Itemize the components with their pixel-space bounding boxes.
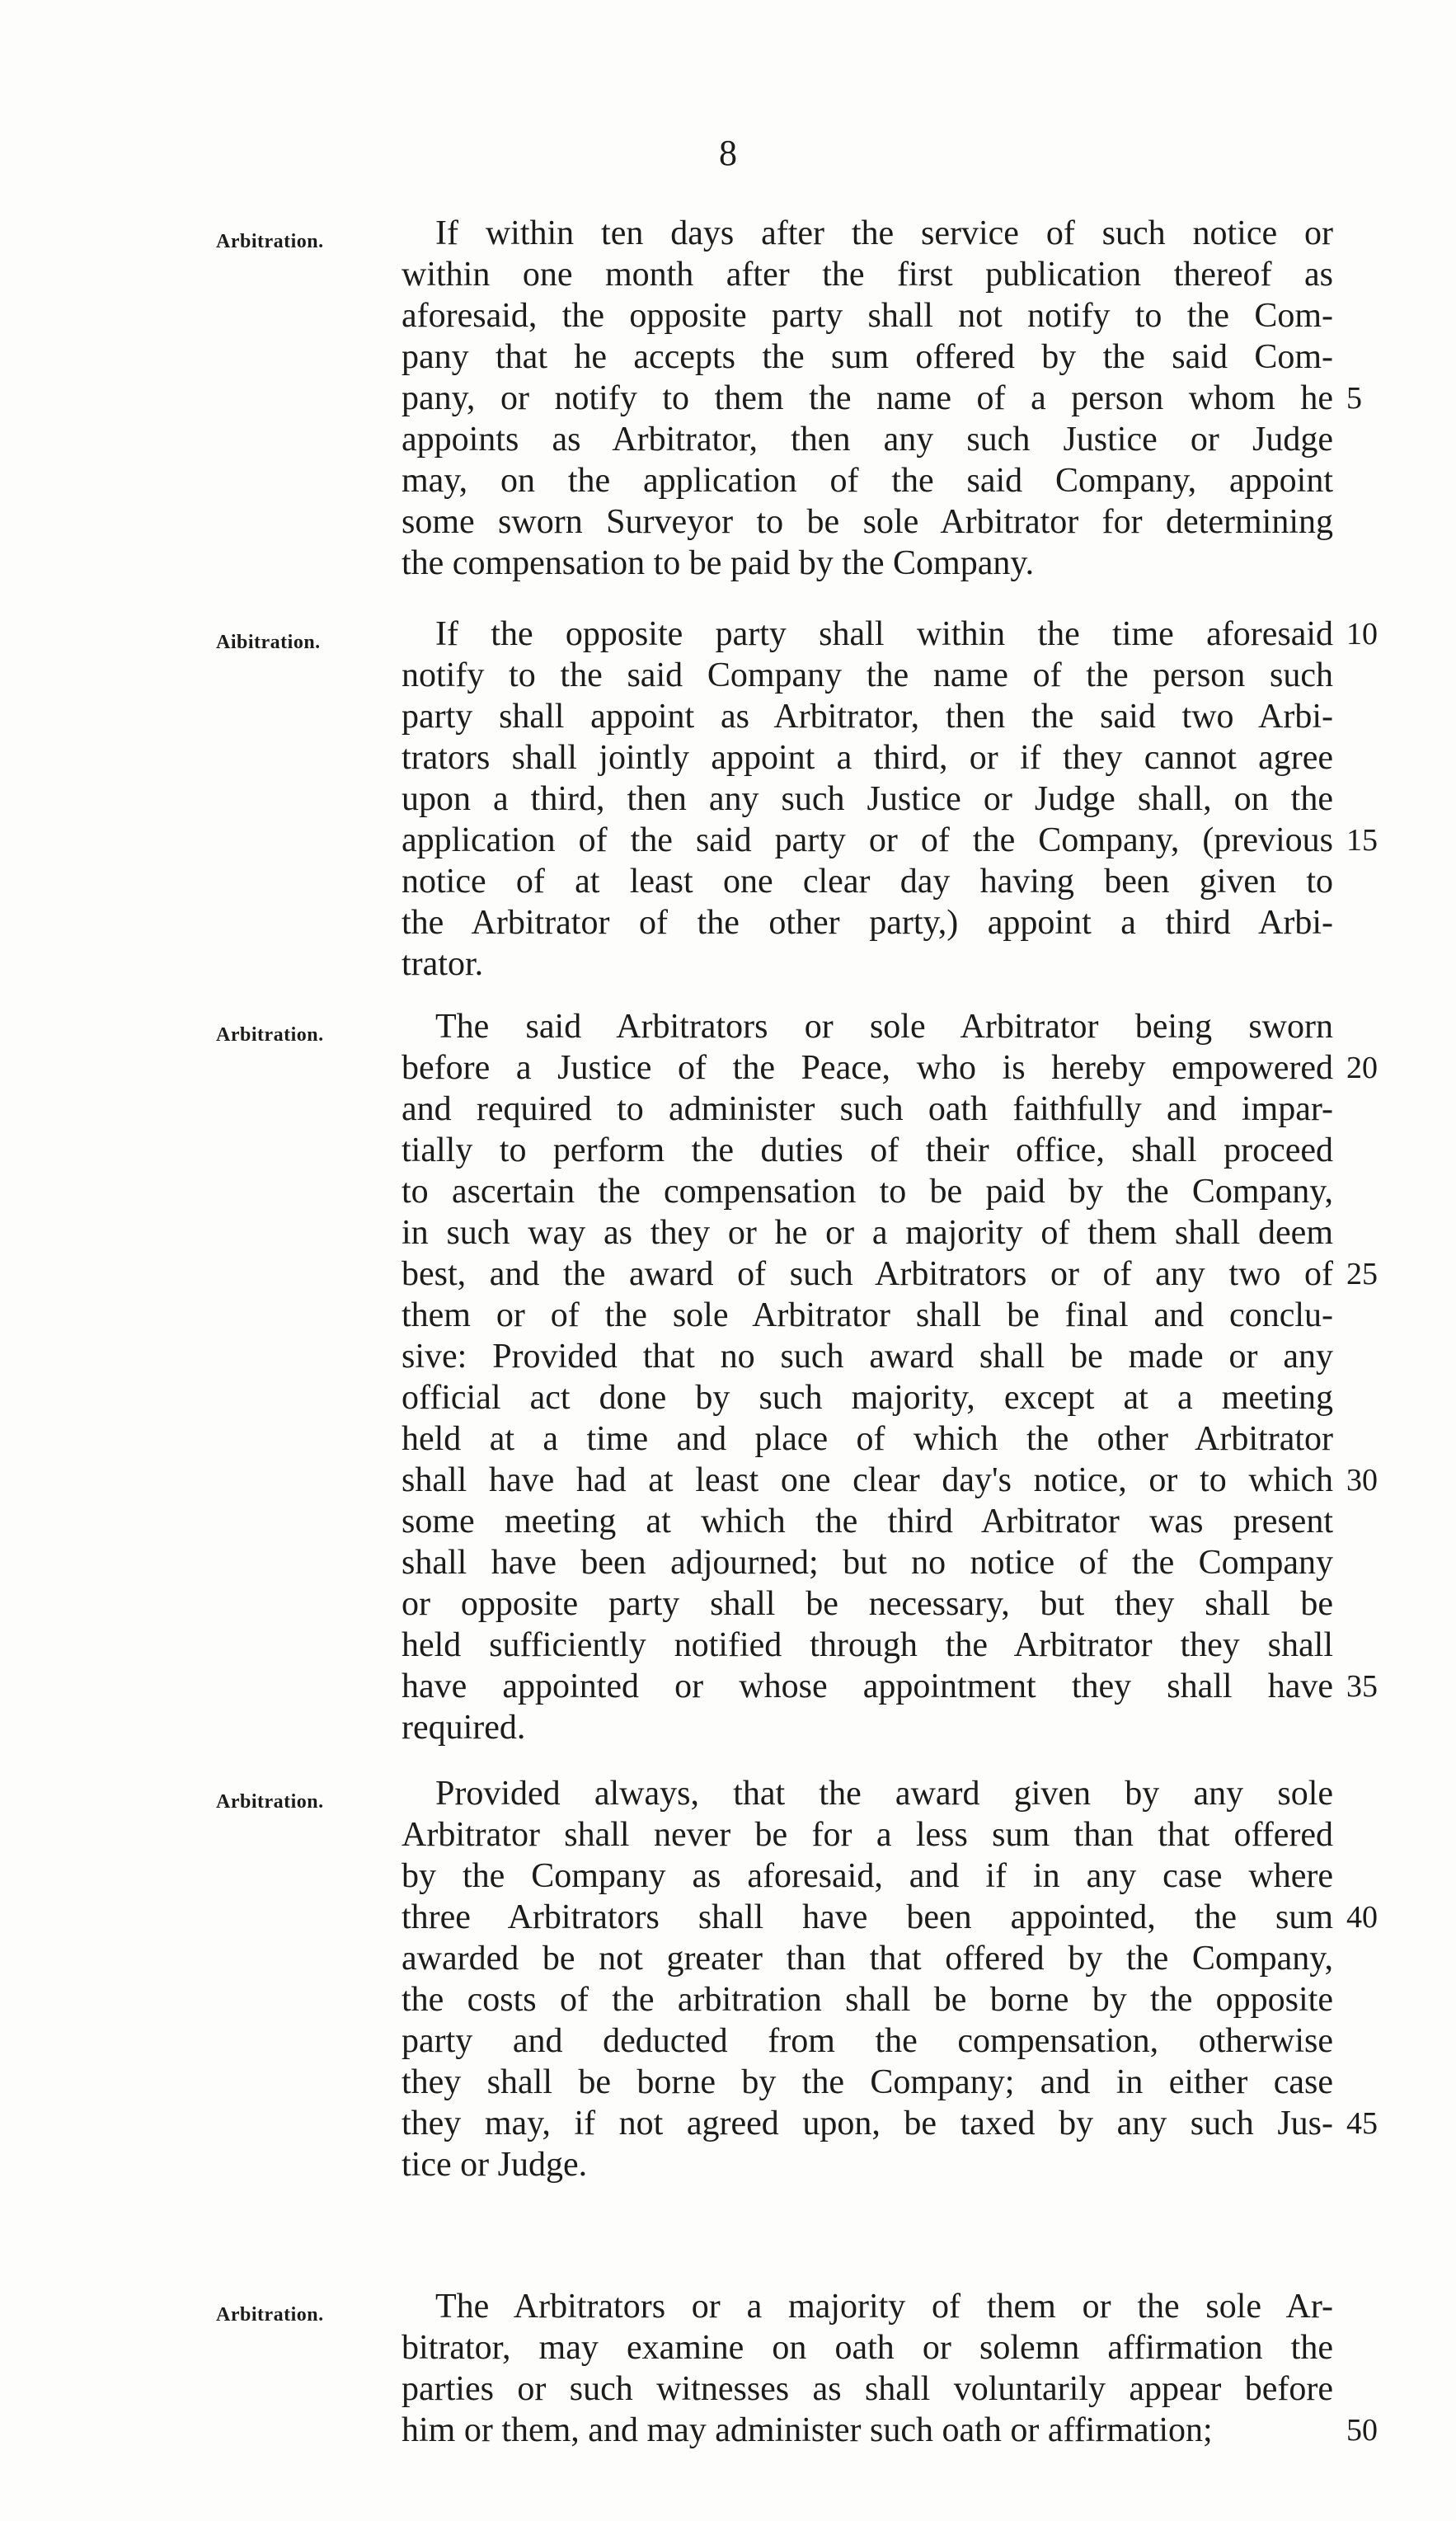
side-note: Arbitration.: [216, 1024, 324, 1046]
line-number: 25: [1346, 1257, 1378, 1291]
text-line: to ascertain the compensation to be paid by the Company,: [402, 1173, 1333, 1211]
text-line: pany, or notify to them the name of a person whom he: [402, 379, 1333, 417]
paragraph: [0, 1773, 1456, 2185]
text-line: in such way as they or he or a majority of them shall deem: [402, 1214, 1333, 1252]
text-line: If the opposite party shall within the time aforesaid: [435, 615, 1333, 653]
text-line: aforesaid, the opposite party shall not notify to the Com-: [402, 297, 1333, 335]
paragraph: [0, 1006, 1456, 1748]
text-line: they shall be borne by the Company; and in either case: [402, 2063, 1333, 2101]
line-number: 50: [1346, 2413, 1378, 2448]
text-line: the costs of the arbitration shall be borne by the opposite: [402, 1981, 1333, 2019]
text-line: them or of the sole Arbitrator shall be final and conclu-: [402, 1296, 1333, 1334]
text-line: held sufficiently notified through the Arbitrator they shall: [402, 1626, 1333, 1664]
text-line: parties or such witnesses as shall voluntarily appear before: [402, 2370, 1333, 2408]
text-line: tially to perform the duties of their office, shall proceed: [402, 1131, 1333, 1169]
text-line: some meeting at which the third Arbitrator was present: [402, 1503, 1333, 1540]
line-number: 35: [1346, 1669, 1378, 1704]
text-line: held at a time and place of which the other Arbitrator: [402, 1420, 1333, 1458]
paragraph: [0, 213, 1456, 584]
text-line: sive: Provided that no such award shall be made or any: [402, 1338, 1333, 1376]
text-line: application of the said party or of the Company, (previous: [402, 821, 1333, 859]
line-number: 30: [1346, 1463, 1378, 1498]
text-line: three Arbitrators shall have been appointed, the sum: [402, 1898, 1333, 1936]
text-line: trator.: [402, 945, 484, 983]
text-line: Arbitrator shall never be for a less sum than that offered: [402, 1816, 1333, 1854]
text-line: Provided always, that the award given by any sole: [435, 1775, 1333, 1813]
side-note: Arbitration.: [216, 1791, 324, 1813]
text-line: they may, if not agreed upon, be taxed by any such Jus-: [402, 2105, 1333, 2142]
text-line: the compensation to be paid by the Company.: [402, 544, 1035, 582]
text-line: The Arbitrators or a majority of them or the sole Ar-: [435, 2288, 1333, 2326]
text-line: within one month after the first publication thereof as: [402, 256, 1333, 294]
text-line: tice or Judge.: [402, 2146, 588, 2184]
text-line: If within ten days after the service of such notice or: [435, 214, 1333, 252]
text-line: upon a third, then any such Justice or Judge shall, on the: [402, 780, 1333, 818]
text-line: best, and the award of such Arbitrators or of any two of: [402, 1255, 1333, 1293]
text-line: some sworn Surveyor to be sole Arbitrator for determining: [402, 503, 1333, 541]
text-line: The said Arbitrators or sole Arbitrator being sworn: [435, 1008, 1333, 1046]
side-note: Aibitration.: [216, 632, 321, 653]
line-number: 20: [1346, 1051, 1378, 1085]
side-note: Arbitration.: [216, 231, 324, 252]
text-line: or opposite party shall be necessary, but they shall be: [402, 1585, 1333, 1623]
text-line: may, on the application of the said Company, appoint: [402, 462, 1333, 500]
text-line: pany that he accepts the sum offered by the said Com-: [402, 338, 1333, 376]
text-line: notify to the said Company the name of the person such: [402, 656, 1333, 694]
line-number: 5: [1346, 381, 1362, 416]
text-line: required.: [402, 1709, 526, 1747]
text-line: the Arbitrator of the other party,) appoint a third Arbi-: [402, 904, 1333, 942]
page-number: 8: [719, 133, 737, 173]
text-line: by the Company as aforesaid, and if in any case where: [402, 1857, 1333, 1895]
text-line: awarded be not greater than that offered by the Company,: [402, 1940, 1333, 1978]
text-line: bitrator, may examine on oath or solemn affirmation the: [402, 2329, 1333, 2367]
paragraph: [0, 614, 1456, 985]
text-line: official act done by such majority, except at a meeting: [402, 1379, 1333, 1417]
paragraph: [0, 2286, 1456, 2451]
line-number: 10: [1346, 617, 1378, 651]
text-line: and required to administer such oath faithfully and impar-: [402, 1090, 1333, 1128]
text-line: trators shall jointly appoint a third, or if they cannot agree: [402, 739, 1333, 777]
side-note: Arbitration.: [216, 2304, 324, 2326]
text-line: shall have had at least one clear day's notice, or to which: [402, 1461, 1333, 1499]
line-number: 15: [1346, 823, 1378, 858]
text-line: have appointed or whose appointment they shall have: [402, 1667, 1333, 1705]
text-line: him or them, and may administer such oath or affirmation;: [402, 2411, 1213, 2449]
text-line: notice of at least one clear day having been given to: [402, 863, 1333, 901]
text-line: before a Justice of the Peace, who is hereby empowered: [402, 1049, 1333, 1087]
text-line: party shall appoint as Arbitrator, then the said two Arbi-: [402, 698, 1333, 736]
line-number: 40: [1346, 1900, 1378, 1935]
text-line: appoints as Arbitrator, then any such Justice or Judge: [402, 421, 1333, 459]
text-line: shall have been adjourned; but no notice of the Company: [402, 1544, 1333, 1582]
line-number: 45: [1346, 2106, 1378, 2141]
text-line: party and deducted from the compensation, otherwise: [402, 2022, 1333, 2060]
